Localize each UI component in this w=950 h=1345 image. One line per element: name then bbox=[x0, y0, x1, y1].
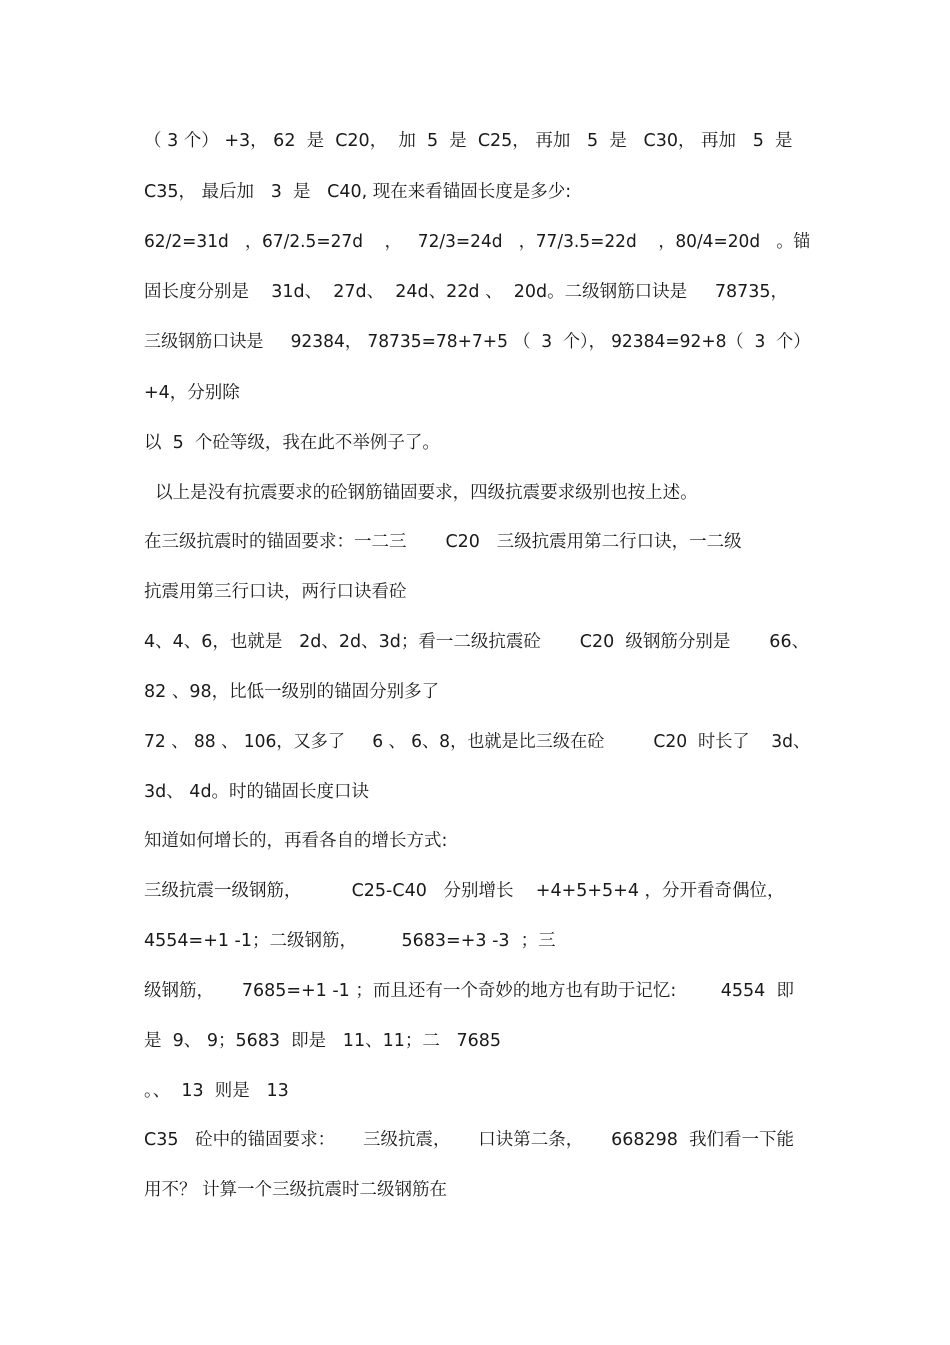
text-line: 4554=+1 -1；二级钢筋， 5683=+3 -3 ；三 bbox=[144, 931, 556, 951]
text-line: 用不？ 计算一个三级抗震时二级钢筋在 bbox=[144, 1180, 448, 1200]
text-line: （ 3 个） +3， 62 是 C20， 加 5 是 C25， 再加 5 是 C30， 再加 5 是 bbox=[144, 131, 793, 151]
text-line: 三级钢筋口诀是 92384， 78735=78+7+5 （ 3 个）， 92384=92+8（ 3 个） bbox=[144, 332, 811, 352]
text-line: 级钢筋， 7685=+1 -1 ；而且还有一个奇妙的地方也有助于记忆: 4554 即 bbox=[144, 981, 794, 1001]
text-line: 62/2=31d ，67/2.5=27d ， 72/3=24d ，77/3.5=22d ，80/4=20d 。锚 bbox=[144, 232, 811, 252]
text-line: C35 砼中的锚固要求： 三级抗震， 口诀第二条， 668298 我们看一下能 bbox=[144, 1130, 795, 1150]
text-line: 在三级抗震时的锚固要求：一二三 C20 三级抗震用第二行口诀，一二级 bbox=[144, 532, 742, 552]
text-line: 。、 13 则是 13 bbox=[144, 1081, 289, 1101]
text-line: 三级抗震一级钢筋， C25-C40 分别增长 +4+5+5+4 ，分开看奇偶位， bbox=[144, 881, 785, 901]
text-line: 固长度分别是 31d、 27d、 24d、22d 、 20d。二级钢筋口诀是 78735， bbox=[144, 282, 789, 302]
text-line: 是 9、 9；5683 即是 11、11；二 7685 bbox=[144, 1031, 502, 1051]
text-line: 72 、 88 、 106，又多了 6 、 6、8，也就是比三级在砼 C20 时长了 3d、 bbox=[144, 732, 811, 752]
text-line: 以 5 个砼等级，我在此不举例子了。 bbox=[144, 433, 440, 453]
text-line: 知道如何增长的，再看各自的增长方式: bbox=[144, 831, 448, 851]
text-line: 3d、 4d。时的锚固长度口诀 bbox=[144, 782, 370, 802]
text-line: C35， 最后加 3 是 C40, 现在来看锚固长度是多少: bbox=[144, 182, 572, 202]
text-line: 抗震用第三行口诀，两行口诀看砼 bbox=[144, 582, 407, 602]
text-line: 82 、98，比低一级别的锚固分别多了 bbox=[144, 682, 440, 702]
text-line: +4，分别除 bbox=[144, 383, 240, 403]
text-line: 以上是没有抗震要求的砼钢筋锚固要求，四级抗震要求级别也按上述。 bbox=[144, 483, 698, 503]
text-line: 4、4、6，也就是 2d、2d、3d；看一二级抗震砼 C20 级钢筋分别是 66、 bbox=[144, 632, 810, 652]
